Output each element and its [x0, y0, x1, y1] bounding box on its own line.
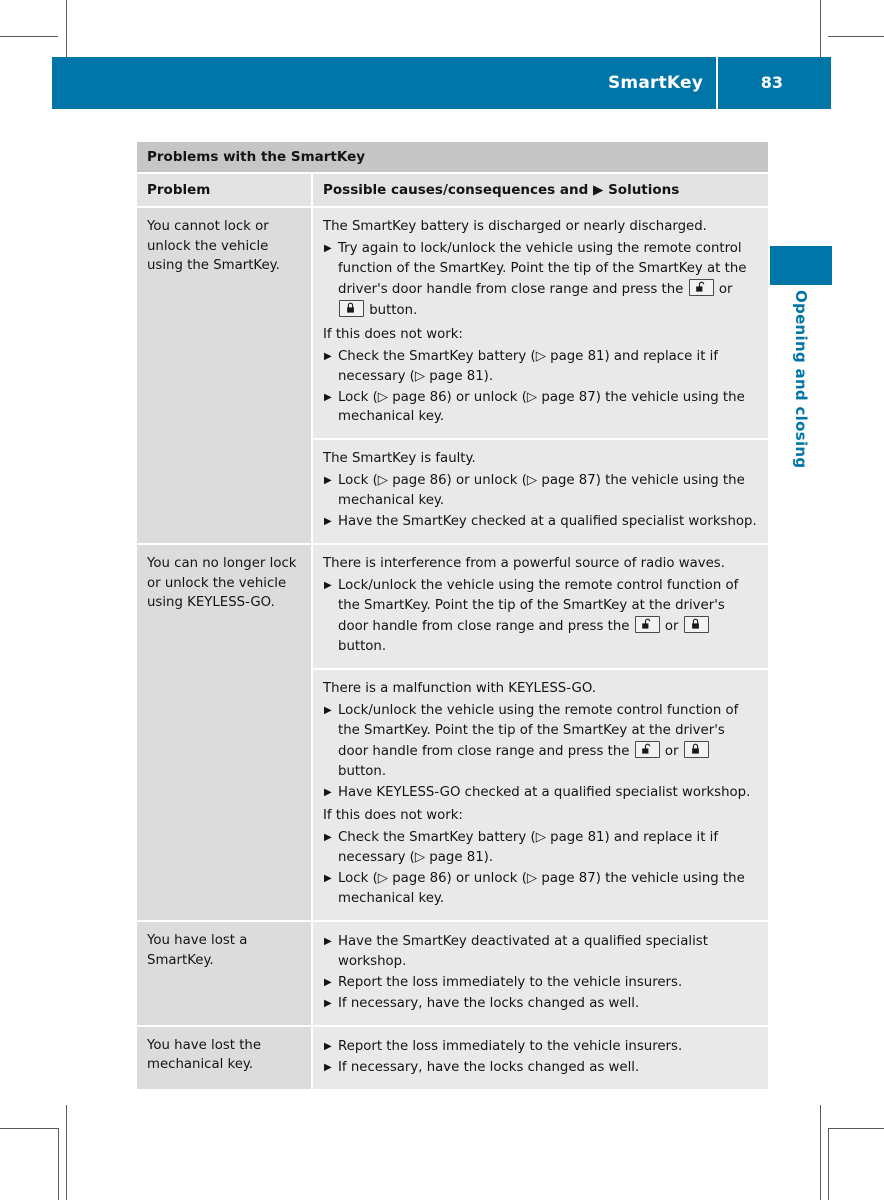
- bullet-triangle-icon: ▶: [324, 475, 332, 487]
- page-reference[interactable]: (▷ page 81): [409, 850, 489, 866]
- table-row: [137, 1025, 768, 1089]
- table-header-row: [137, 172, 768, 206]
- cause-block: [313, 208, 768, 438]
- cause-block: [313, 1027, 768, 1089]
- page-number: 83: [760, 73, 783, 92]
- page-reference[interactable]: (▷ page 81): [530, 830, 610, 846]
- trim-mark-bottom-right: [828, 1128, 884, 1129]
- page-reference[interactable]: (▷ page 87): [521, 389, 601, 405]
- page-reference[interactable]: (▷ page 81): [530, 348, 610, 364]
- trim-mark-bottom-left: [0, 1128, 58, 1129]
- trim-mark-left-top: [66, 0, 67, 60]
- cause-block: [313, 438, 768, 543]
- trim-mark-inner-right: [828, 1128, 829, 1200]
- problem-cell: You cannot lock or unlock the vehicle using the SmartKey.: [137, 208, 311, 543]
- column-header-solutions: [311, 174, 768, 206]
- trim-mark-right-bottom: [820, 1105, 821, 1200]
- bullet-triangle-icon: ▶: [324, 997, 332, 1009]
- bullet-triangle-icon: ▶: [324, 1040, 332, 1052]
- header-divider: [716, 57, 718, 109]
- solutions-cell: [311, 545, 768, 920]
- cause-text: There is a malfunction with KEYLESS-GO.: [323, 680, 596, 696]
- problem-cell: You can no longer lock or unlock the vehicle using KEYLESS-GO.: [137, 545, 311, 920]
- bullet-triangle-icon: ▶: [324, 873, 332, 885]
- solutions-cell: [311, 922, 768, 1025]
- bullet-triangle-icon: ▶: [324, 832, 332, 844]
- cause-text: The SmartKey battery is discharged or nearly discharged.: [323, 219, 707, 234]
- cause-block: [313, 922, 768, 1025]
- problem-cell: You have lost a SmartKey.: [137, 922, 311, 1025]
- problem-cell: You have lost the mechanical key.: [137, 1027, 311, 1089]
- solution-item: ▶ If necessary, have the locks changed as well.: [323, 994, 758, 1014]
- page-reference[interactable]: (▷ page 86): [372, 871, 452, 887]
- page-title: SmartKey: [607, 73, 703, 93]
- solution-item: ▶ Report the loss immediately to the vehicle insurers.: [323, 1037, 758, 1057]
- page-reference[interactable]: (▷ page 87): [521, 871, 601, 887]
- lock-key-icon: [339, 300, 364, 317]
- unlock-key-icon: [689, 279, 714, 296]
- solution-item: ▶ Lock (▷ page 86) or unlock (▷ page 87) the vehicle using the mechanical key.: [324, 473, 745, 509]
- solution-item: ▶ Check the SmartKey battery (▷ page 81) and replace it if necessary (▷ page 81).: [324, 348, 719, 384]
- solution-item: ▶ Check the SmartKey battery (▷ page 81) and replace it if necessary (▷ page 81).: [324, 830, 719, 866]
- table-title: Problems with the SmartKey: [137, 142, 768, 172]
- cause-text: There is interference from a powerful source of radio waves.: [323, 556, 725, 572]
- bullet-triangle-icon: ▶: [324, 977, 332, 988]
- table-row: [137, 206, 768, 543]
- cause-block: [313, 668, 768, 920]
- solution-item: ▶ Lock/unlock the vehicle using the remote control function of the SmartKey. Point the tip of the SmartKey at the driver's door handle from close range and press the or button.: [324, 578, 739, 654]
- bullet-triangle-icon: ▶: [324, 391, 332, 403]
- trim-mark-top-left: [0, 36, 58, 37]
- solution-item: ▶ Have the SmartKey deactivated at a qualified specialist workshop.: [324, 934, 708, 970]
- solution-item: ▶ Try again to lock/unlock the vehicle using the remote control function of the SmartKey. Point the tip of the SmartKey at the driver's door handle from close range and press the or button.: [324, 240, 747, 318]
- trim-mark-top-right: [828, 36, 884, 37]
- column-header-problem: Problem: [147, 182, 211, 198]
- page-header: [52, 57, 831, 109]
- table-row: [137, 543, 768, 920]
- note-text: If this does not work:: [323, 808, 463, 824]
- solution-item: ▶ Have the SmartKey checked at a qualified specialist workshop.: [323, 512, 758, 532]
- bullet-triangle-icon: ▶: [324, 936, 332, 948]
- unlock-key-icon: [635, 616, 660, 633]
- solution-item: ▶ Lock (▷ page 86) or unlock (▷ page 87) the vehicle using the mechanical key.: [324, 389, 745, 425]
- column-header-solutions-text: Possible causes/consequences and ▶ Solutions: [323, 182, 680, 198]
- chapter-tab-label: Opening and closing: [792, 290, 810, 469]
- bullet-triangle-icon: ▶: [324, 580, 332, 592]
- solution-item: ▶ Report the loss immediately to the vehicle insurers.: [323, 973, 758, 993]
- page-reference[interactable]: (▷ page 87): [521, 473, 601, 489]
- trim-mark-inner-left: [58, 1128, 59, 1200]
- cause-block: [313, 545, 768, 668]
- page-reference[interactable]: (▷ page 81): [409, 368, 489, 384]
- bullet-triangle-icon: ▶: [324, 242, 332, 254]
- solution-item: ▶ Lock/unlock the vehicle using the remote control function of the SmartKey. Point the tip of the SmartKey at the driver's door handle from close range and press the or button.: [324, 702, 739, 779]
- trim-mark-left-bottom: [66, 1105, 67, 1200]
- bullet-triangle-icon: ▶: [324, 516, 332, 528]
- bullet-triangle-icon: ▶: [324, 704, 332, 716]
- troubleshooting-table: [137, 142, 768, 1089]
- solution-item: ▶ If necessary, have the locks changed as well.: [323, 1058, 758, 1078]
- bullet-triangle-icon: ▶: [324, 350, 332, 362]
- solution-item: ▶ Have KEYLESS-GO checked at a qualified specialist workshop.: [323, 783, 758, 803]
- solutions-cell: [311, 1027, 768, 1089]
- bullet-triangle-icon: ▶: [324, 786, 332, 798]
- table-row: [137, 920, 768, 1025]
- solution-item: ▶ Lock (▷ page 86) or unlock (▷ page 87) the vehicle using the mechanical key.: [324, 871, 745, 907]
- note-text: If this does not work:: [323, 326, 463, 342]
- page-reference[interactable]: (▷ page 86): [372, 389, 452, 405]
- cause-text: The SmartKey is faulty.: [323, 451, 476, 467]
- trim-mark-right-top: [820, 0, 821, 60]
- lock-key-icon: [684, 741, 709, 758]
- lock-key-icon: [684, 616, 709, 633]
- bullet-triangle-icon: ▶: [324, 1061, 332, 1073]
- page-reference[interactable]: (▷ page 86): [372, 473, 452, 489]
- unlock-key-icon: [635, 741, 660, 758]
- chapter-tab-marker: [770, 246, 832, 285]
- solutions-cell: [311, 208, 768, 543]
- table-body: [137, 206, 768, 1089]
